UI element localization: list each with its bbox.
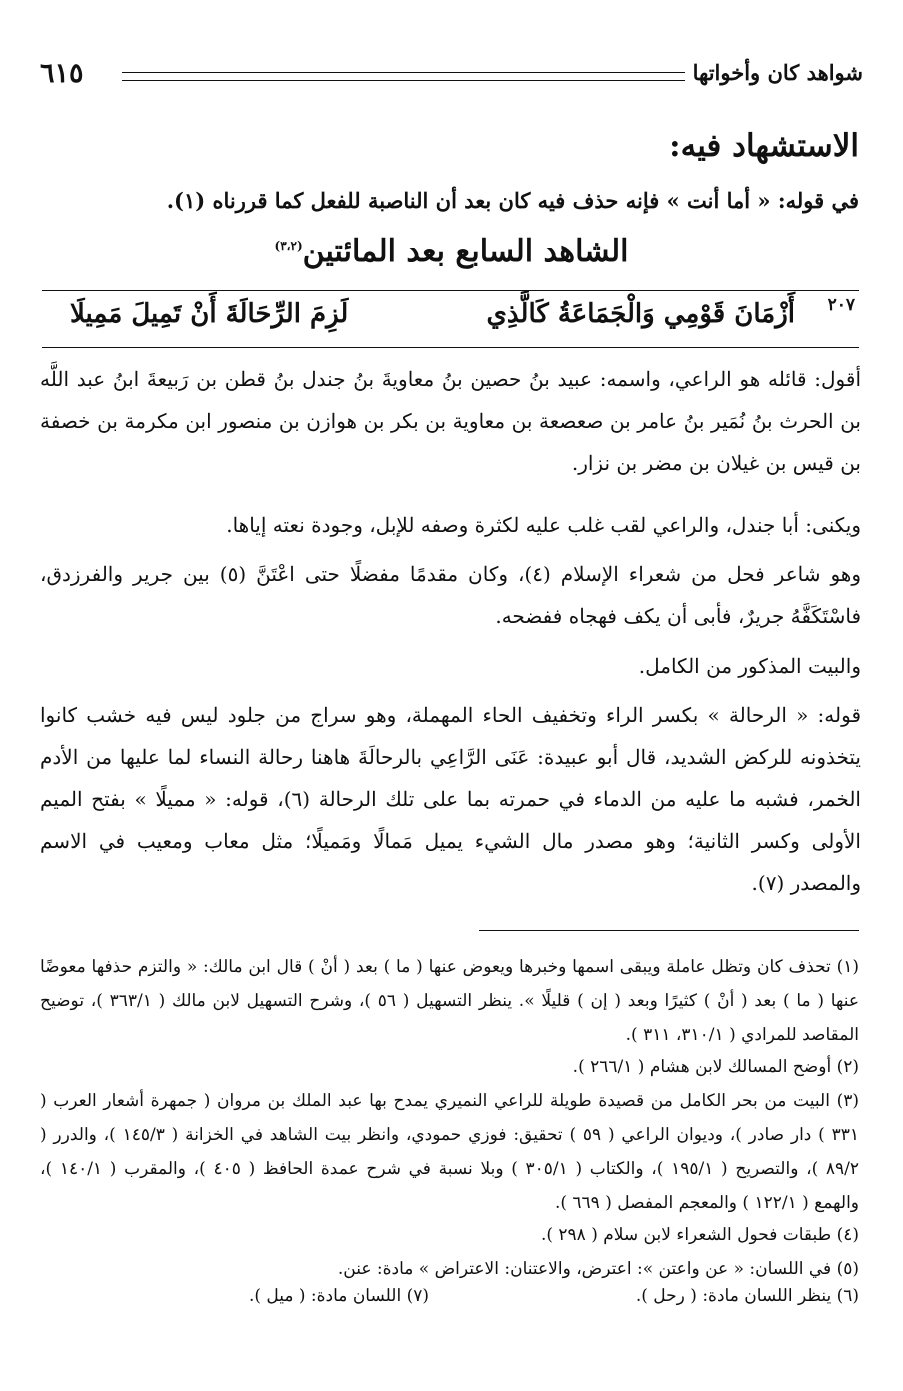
footnote-3: (٣) البيت من بحر الكامل من قصيدة طويلة للراعي النميري يمدح بها عبد الملك بن مروان ( جمهرة أشعار العرب ( ٣٣١ ) دار صادر )، وديوان الراعي ( ٥٩ ) تحقيق: فوزي حمودي، وانظر بيت الشاهد في الخزانة ( ١٤٥/٣ )، والدرر ( ٨٩/٢ )، والتصريح ( ١٩٥/١ )، والكتاب ( ٣٠٥/١ ) وبلا نسبة في شرح عمدة الحافظ ( ٤٠٥ )، والمقرب ( ١٤٠/١ )، والهمع ( ١٢٢/١ ) والمعجم المفصل ( ٦٦٩ ). bbox=[40, 1091, 860, 1213]
witness-heading bbox=[0, 234, 903, 269]
footnote-5: (٥) في اللسان: « عن واعتن »: اعترض، والاعتنان: الاعتراض » مادة: عنن. bbox=[337, 1259, 859, 1279]
body-paragraph-poet: وهو شاعر فحل من شعراء الإسلام (٤)، وكان مقدمًا مفضلًا حتى اعْتَنَّ (٥) بين جرير والفرزدق، فاسْتَكَفَّهُ جريرٌ، فأبى أن يكف فهجاه ففضحه. bbox=[40, 562, 861, 628]
section-heading: الاستشهاد فيه: bbox=[669, 128, 859, 164]
verse-hemistich-first: أَزْمَانَ قَوْمِي وَالْجَمَاعَةُ كَالَّذِي bbox=[486, 299, 795, 329]
footnote-2: (٢) أوضح المسالك لابن هشام ( ٢٦٦/١ ). bbox=[572, 1057, 859, 1077]
verse-number: ٢٠٧ bbox=[827, 295, 855, 315]
verse-box bbox=[42, 290, 859, 348]
footnote-rule bbox=[479, 930, 859, 931]
page-number: ٦١٥ bbox=[40, 58, 84, 89]
footnote-7: (٧) اللسان مادة: ( ميل ). bbox=[248, 1286, 429, 1306]
body-paragraph-author: أقول: قائله هو الراعي، واسمه: عبيد بنُ حصين بنُ معاويةَ بنُ جندل بنُ قطن بن رَبيعةَ ابنُ عبد اللَّه بن الحرث بنُ نُمَير بنُ عامر بن صعصعة بن معاوية بن بكر بن هوازن بن منصور ابن مكرمة بن خصفة بن قيس بن غيلان بن مضر بن نزار. bbox=[40, 367, 861, 475]
body-paragraph-meter: والبيت المذكور من الكامل. bbox=[638, 654, 861, 678]
body-paragraph-kunya: ويكنى: أبا جندل، والراعي لقب غلب عليه لكثرة وصفه للإبل، وجودة نعته إياها. bbox=[226, 513, 861, 537]
header-title: شواهد كان وأخواتها bbox=[692, 60, 863, 85]
footnote-row-6-7 bbox=[40, 1286, 859, 1320]
footnote-1: (١) تحذف كان وتظل عاملة ويبقى اسمها وخبرها ويعوض عنها ( ما ) بعد ( أنْ ) قال ابن مالك: « والتزم حذفها معوضًا عنها ( ما ) بعد ( أنْ ) كثيرًا وبعد ( إن ) قليلًا ». ينظر التسهيل ( ٥٦ )، وشرح التسهيل لابن مالك ( ٣٦٣/١ )، توضيح المقاصد للمرادي ( ٣١٠/١، ٣١١ ). bbox=[40, 957, 859, 1045]
running-header bbox=[40, 58, 863, 94]
footnote-4: (٤) طبقات فحول الشعراء لابن سلام ( ٢٩٨ ). bbox=[540, 1225, 859, 1245]
verse-hemistich-second: لَزِمَ الرِّحَالَةَ أَنْ تَمِيلَ مَمِيلَا bbox=[70, 299, 349, 329]
body-paragraph-rihala: قوله: « الرحالة » بكسر الراء وتخفيف الحاء المهملة، وهو سراج من جلود ليس فيه خشب كانوا يتخذونه للركض الشديد، قال أبو عبيدة: عَنَى الرَّاعِي بالرحالَةَ هاهنا رحالة النساء لما عليها من الأدم الخمر، فشبه ما عليه من الدماء في حمرته بما على تلك الرحالة (٦)، قوله: « مميلًا » بفتح الميم الأولى وكسر الثانية؛ وهو مصدر مال الشيء يميل مَمالًا ومَميلًا؛ مثل معاب ومعيب في الاسم والمصدر (٧). bbox=[40, 703, 861, 895]
footnote-6: (٦) ينظر اللسان مادة: ( رحل ). bbox=[635, 1286, 859, 1306]
header-double-rule bbox=[122, 72, 685, 81]
witness-heading-note: (٣،٢) bbox=[274, 239, 303, 253]
intro-line: في قوله: « أما أنت » فإنه حذف فيه كان بعد أن الناصبة للفعل كما قررناه (١). bbox=[166, 188, 859, 213]
witness-heading-text: الشاهد السابع بعد المائتين bbox=[302, 234, 629, 269]
